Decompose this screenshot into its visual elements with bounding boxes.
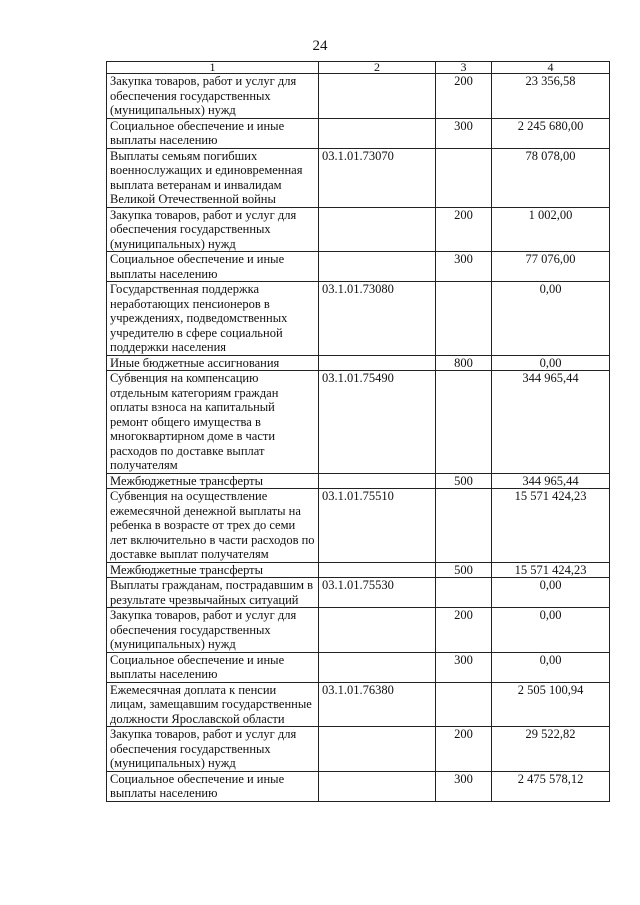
- table-row: [107, 282, 610, 356]
- row-amount-cell: 0,00: [492, 608, 610, 653]
- page-number: 24: [312, 38, 328, 54]
- row-name-cell: Социальное обеспечение и иные выплаты населению: [107, 771, 319, 801]
- row-kind-cell: 500: [436, 562, 492, 578]
- table-row: [107, 355, 610, 371]
- row-amount-cell: 344 965,44: [492, 371, 610, 474]
- row-amount-cell: 2 505 100,94: [492, 682, 610, 727]
- row-kind-cell: [436, 682, 492, 727]
- row-code-cell: 03.1.01.75510: [319, 489, 436, 563]
- table-header-row: [107, 62, 610, 74]
- row-kind-cell: 300: [436, 652, 492, 682]
- row-name-cell: Закупка товаров, работ и услуг для обеспечения государственных (муниципальных) нужд: [107, 608, 319, 653]
- column-header-3: 3: [436, 62, 492, 74]
- row-kind-cell: [436, 282, 492, 356]
- table-row: [107, 682, 610, 727]
- table-row: [107, 489, 610, 563]
- table-row: [107, 771, 610, 801]
- row-amount-cell: 0,00: [492, 578, 610, 608]
- row-kind-cell: 300: [436, 118, 492, 148]
- table-row: [107, 118, 610, 148]
- row-name-cell: Ежемесячная доплата к пенсии лицам, замещавшим государственные должности Ярославской области: [107, 682, 319, 727]
- row-name-cell: Субвенция на осуществление ежемесячной денежной выплаты на ребенка в возрасте от трех до семи лет включительно в части расходов по доставке выплат получателям: [107, 489, 319, 563]
- row-code-cell: 03.1.01.76380: [319, 682, 436, 727]
- row-code-cell: [319, 652, 436, 682]
- row-amount-cell: 0,00: [492, 355, 610, 371]
- row-kind-cell: [436, 489, 492, 563]
- row-name-cell: Субвенция на компенсацию отдельным категориям граждан оплаты взноса на капитальный ремонт общего имущества в многоквартирном доме в части расходов по доставке выплат получателям: [107, 371, 319, 474]
- row-code-cell: 03.1.01.73080: [319, 282, 436, 356]
- row-name-cell: Выплаты семьям погибших военнослужащих и единовременная выплата ветеранам и инвалидам Великой Отечественной войны: [107, 148, 319, 207]
- table-row: [107, 148, 610, 207]
- column-header-2: 2: [319, 62, 436, 74]
- row-kind-cell: 200: [436, 608, 492, 653]
- column-header-1: 1: [107, 62, 319, 74]
- table-row: [107, 727, 610, 772]
- row-kind-cell: [436, 148, 492, 207]
- row-code-cell: [319, 608, 436, 653]
- row-code-cell: [319, 252, 436, 282]
- row-name-cell: Межбюджетные трансферты: [107, 473, 319, 489]
- table-row: [107, 608, 610, 653]
- row-amount-cell: 23 356,58: [492, 74, 610, 119]
- row-name-cell: Социальное обеспечение и иные выплаты населению: [107, 652, 319, 682]
- row-kind-cell: 800: [436, 355, 492, 371]
- table-row: [107, 252, 610, 282]
- row-name-cell: Социальное обеспечение и иные выплаты населению: [107, 118, 319, 148]
- row-amount-cell: 2 245 680,00: [492, 118, 610, 148]
- row-kind-cell: 300: [436, 771, 492, 801]
- table-row: [107, 371, 610, 474]
- row-code-cell: [319, 355, 436, 371]
- row-amount-cell: 1 002,00: [492, 207, 610, 252]
- table-row: [107, 562, 610, 578]
- row-code-cell: [319, 562, 436, 578]
- row-amount-cell: 344 965,44: [492, 473, 610, 489]
- row-name-cell: Межбюджетные трансферты: [107, 562, 319, 578]
- row-name-cell: Выплаты гражданам, пострадавшим в результате чрезвычайных ситуаций: [107, 578, 319, 608]
- row-amount-cell: 0,00: [492, 282, 610, 356]
- row-amount-cell: 2 475 578,12: [492, 771, 610, 801]
- row-code-cell: 03.1.01.73070: [319, 148, 436, 207]
- row-name-cell: Государственная поддержка неработающих пенсионеров в учреждениях, подведомственных учредителю в сфере социальной поддержки населения: [107, 282, 319, 356]
- row-kind-cell: 300: [436, 252, 492, 282]
- row-code-cell: [319, 118, 436, 148]
- table-row: [107, 473, 610, 489]
- row-amount-cell: 78 078,00: [492, 148, 610, 207]
- row-code-cell: [319, 207, 436, 252]
- row-amount-cell: 0,00: [492, 652, 610, 682]
- row-code-cell: [319, 727, 436, 772]
- table-row: [107, 74, 610, 119]
- row-amount-cell: 15 571 424,23: [492, 489, 610, 563]
- row-amount-cell: 77 076,00: [492, 252, 610, 282]
- row-name-cell: Социальное обеспечение и иные выплаты населению: [107, 252, 319, 282]
- row-amount-cell: 15 571 424,23: [492, 562, 610, 578]
- row-kind-cell: 200: [436, 74, 492, 119]
- budget-table: [106, 61, 610, 802]
- row-code-cell: [319, 771, 436, 801]
- row-kind-cell: 200: [436, 207, 492, 252]
- row-kind-cell: [436, 371, 492, 474]
- row-code-cell: 03.1.01.75530: [319, 578, 436, 608]
- row-name-cell: Закупка товаров, работ и услуг для обеспечения государственных (муниципальных) нужд: [107, 207, 319, 252]
- table-row: [107, 207, 610, 252]
- row-kind-cell: 500: [436, 473, 492, 489]
- table-row: [107, 652, 610, 682]
- row-amount-cell: 29 522,82: [492, 727, 610, 772]
- row-code-cell: [319, 74, 436, 119]
- table-row: [107, 578, 610, 608]
- row-name-cell: Закупка товаров, работ и услуг для обеспечения государственных (муниципальных) нужд: [107, 74, 319, 119]
- column-header-4: 4: [492, 62, 610, 74]
- row-name-cell: Иные бюджетные ассигнования: [107, 355, 319, 371]
- row-kind-cell: [436, 578, 492, 608]
- row-name-cell: Закупка товаров, работ и услуг для обеспечения государственных (муниципальных) нужд: [107, 727, 319, 772]
- row-kind-cell: 200: [436, 727, 492, 772]
- row-code-cell: 03.1.01.75490: [319, 371, 436, 474]
- row-code-cell: [319, 473, 436, 489]
